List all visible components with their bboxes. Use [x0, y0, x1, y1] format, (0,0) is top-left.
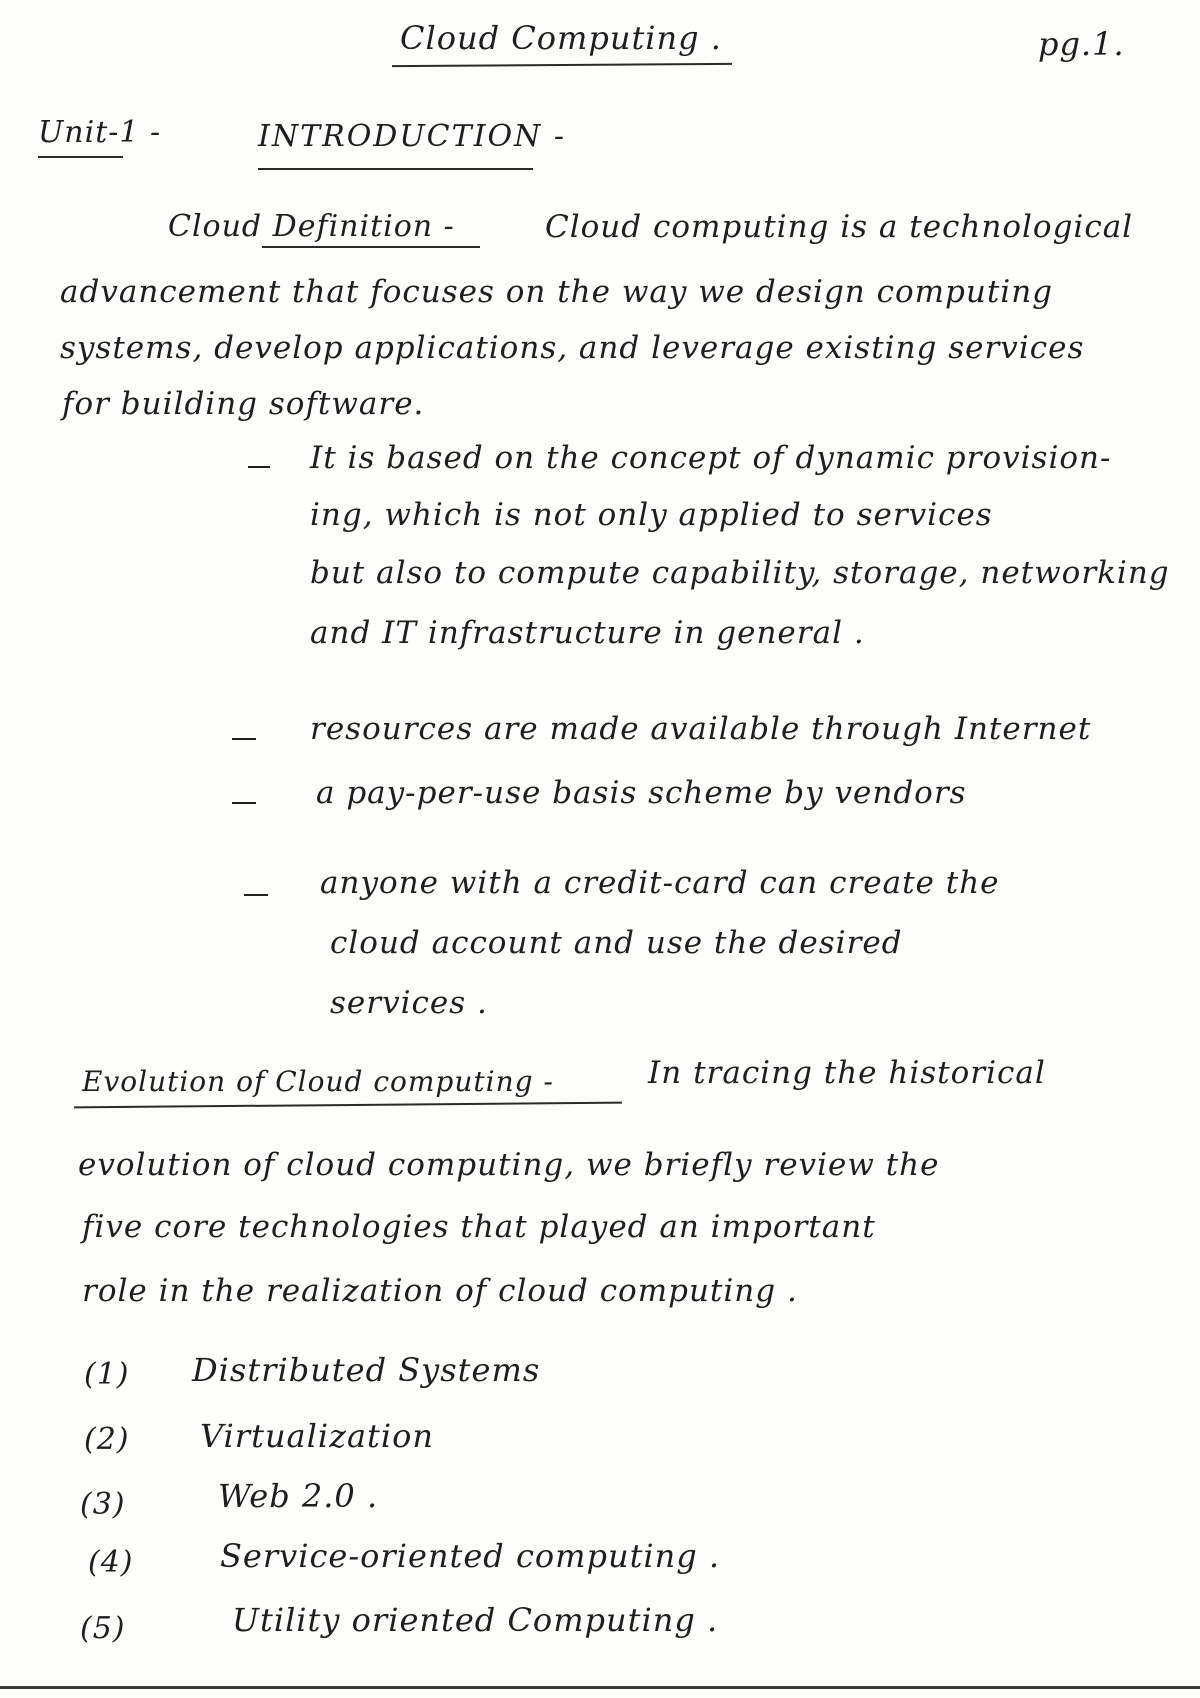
page-bottom-edge: [0, 1686, 1200, 1689]
unit-underline: [38, 156, 123, 158]
list-item: Web 2.0 .: [218, 1477, 379, 1515]
heading-underline: [258, 168, 533, 170]
list-number: (4): [88, 1545, 134, 1580]
bullet-line: and IT infrastructure in general .: [310, 615, 865, 651]
definition-line: systems, develop applications, and leverage existing services: [60, 330, 1085, 366]
list-number: (2): [84, 1422, 130, 1457]
bullet-line: cloud account and use the desired: [330, 925, 903, 961]
bullet-line: a pay-per-use basis scheme by vendors: [316, 775, 967, 811]
unit-label: Unit-1 -: [38, 115, 162, 150]
bullet-line: It is based on the concept of dynamic provision-: [310, 440, 1112, 476]
title-underline: [392, 63, 732, 67]
bullet-dash: [248, 466, 270, 468]
bullet-line: services .: [330, 985, 488, 1021]
list-item: Utility oriented Computing .: [232, 1601, 719, 1639]
page-number: pg.1.: [1038, 25, 1125, 63]
page-title: Cloud Computing .: [400, 19, 722, 57]
list-item: Virtualization: [200, 1417, 434, 1455]
bullet-line: but also to compute capability, storage, networking: [310, 555, 1170, 591]
bullet-dash: [244, 894, 268, 896]
definition-line: advancement that focuses on the way we design computing: [60, 274, 1054, 310]
bullet-line: ing, which is not only applied to services: [310, 497, 993, 533]
definition-line: Cloud computing is a technological: [545, 209, 1134, 245]
list-item: Service-oriented computing .: [220, 1537, 721, 1575]
evolution-line: In tracing the historical: [648, 1055, 1046, 1091]
definition-underline: [262, 246, 480, 248]
bullet-dash: [232, 802, 256, 804]
list-item: Distributed Systems: [192, 1351, 541, 1389]
evolution-line: role in the realization of cloud computing .: [82, 1273, 798, 1309]
bullet-dash: [232, 738, 256, 740]
evolution-line: five core technologies that played an important: [82, 1209, 876, 1245]
list-number: (1): [84, 1357, 130, 1392]
section-heading: INTRODUCTION -: [258, 119, 566, 154]
bullet-line: anyone with a credit-card can create the: [320, 865, 1000, 901]
evolution-underline: [74, 1102, 622, 1109]
list-number: (5): [80, 1611, 126, 1646]
definition-line: for building software.: [62, 386, 425, 422]
evolution-label: Evolution of Cloud computing -: [82, 1065, 554, 1098]
bullet-line: resources are made available through Internet: [310, 711, 1092, 747]
definition-label: Cloud Definition -: [168, 209, 455, 244]
list-number: (3): [80, 1487, 126, 1522]
evolution-line: evolution of cloud computing, we briefly review the: [78, 1147, 940, 1183]
